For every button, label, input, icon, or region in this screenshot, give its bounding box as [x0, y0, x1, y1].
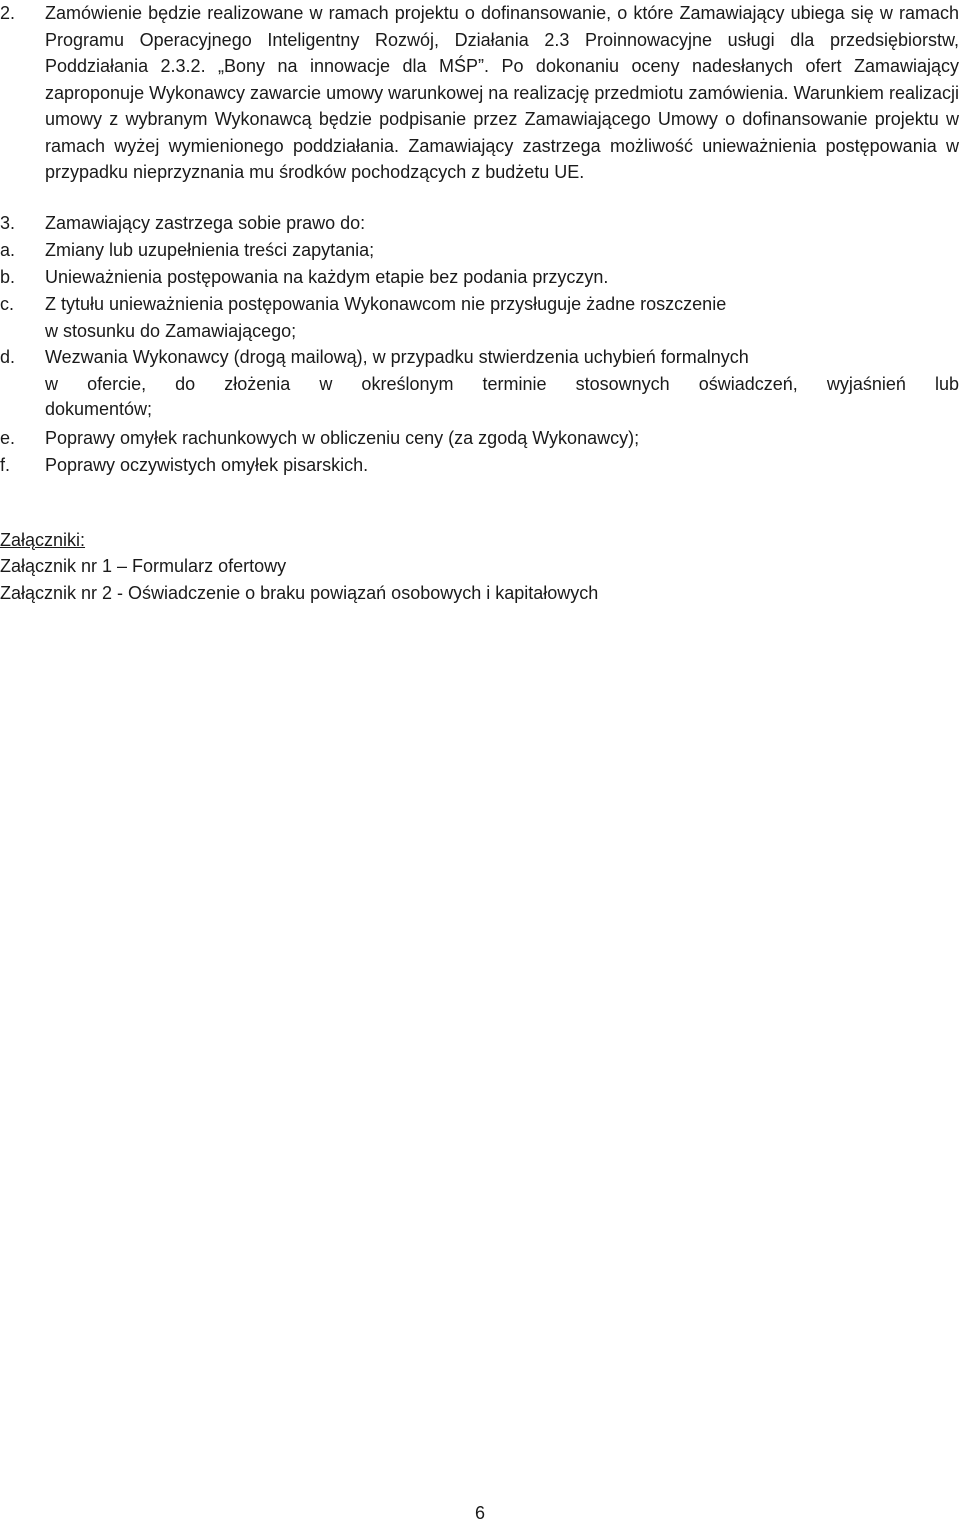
- list-item-text: w stosunku do Zamawiającego;: [45, 321, 297, 341]
- list-item-text: Z tytułu unieważnienia postępowania Wykonawcom nie przysługuje żadne roszczenie: [45, 294, 727, 314]
- list-item-text: Unieważnienia postępowania na każdym etapie bez podania przyczyn.: [45, 267, 609, 287]
- list-item-marker: f.: [0, 455, 11, 475]
- list-item-text: w ofercie, do złożenia w określonym terminie stosownych oświadczeń, wyjaśnień lub: [45, 374, 959, 394]
- section-3-intro: Zamawiający zastrzega sobie prawo do:: [45, 213, 366, 233]
- list-item-text: Zmiany lub uzupełnienia treści zapytania;: [45, 240, 375, 260]
- list-item-marker: d.: [0, 347, 16, 367]
- attachments-title: Załączniki:: [0, 530, 86, 550]
- list-item-text: Wezwania Wykonawcy (drogą mailową), w przypadku stwierdzenia uchybień formalnych: [45, 347, 749, 367]
- list-item-marker: a.: [0, 240, 16, 260]
- list-item-text: dokumentów;: [45, 399, 153, 419]
- attachment-item: Załącznik nr 2 - Oświadczenie o braku powiązań osobowych i kapitałowych: [0, 583, 599, 603]
- list-item-marker: b.: [0, 267, 16, 287]
- list-item-text: Poprawy oczywistych omyłek pisarskich.: [45, 455, 369, 475]
- list-item-marker: c.: [0, 294, 15, 314]
- page-number: 6: [474, 1503, 485, 1523]
- section-2-number: 2.: [0, 3, 16, 23]
- list-item-marker: e.: [0, 428, 16, 448]
- section-2-text: Zamówienie będzie realizowane w ramach projektu o dofinansowanie, o które Zamawiający ubiega się w ramach Programu Operacyjnego Inteligentny Rozwój, Działania 2.3 Proinnowacyjne usługi dla przedsiębiorstw, Poddziałania 2.3.2. „Bony na innowacje dla MŚP”. Po dokonaniu oceny nadesłanych ofert Zamawiający zaproponuje Wykonawcy zawarcie umowy warunkowej na realizację przedmiotu zamówienia. Warunkiem realizacji umowy z wybranym Wykonawcą będzie podpisanie przez Zamawiającego Umowy o dofinansowanie projektu w ramach wyżej wymienionego poddziałania. Zamawiający zastrzega możliwość unieważnienia postępowania w przypadku nieprzyznania mu środków pochodzących z budżetu UE.: [45, 3, 959, 182]
- list-item-text: Poprawy omyłek rachunkowych w obliczeniu ceny (za zgodą Wykonawcy);: [45, 428, 640, 448]
- attachment-item: Załącznik nr 1 – Formularz ofertowy: [0, 556, 287, 576]
- section-3-number: 3.: [0, 213, 16, 233]
